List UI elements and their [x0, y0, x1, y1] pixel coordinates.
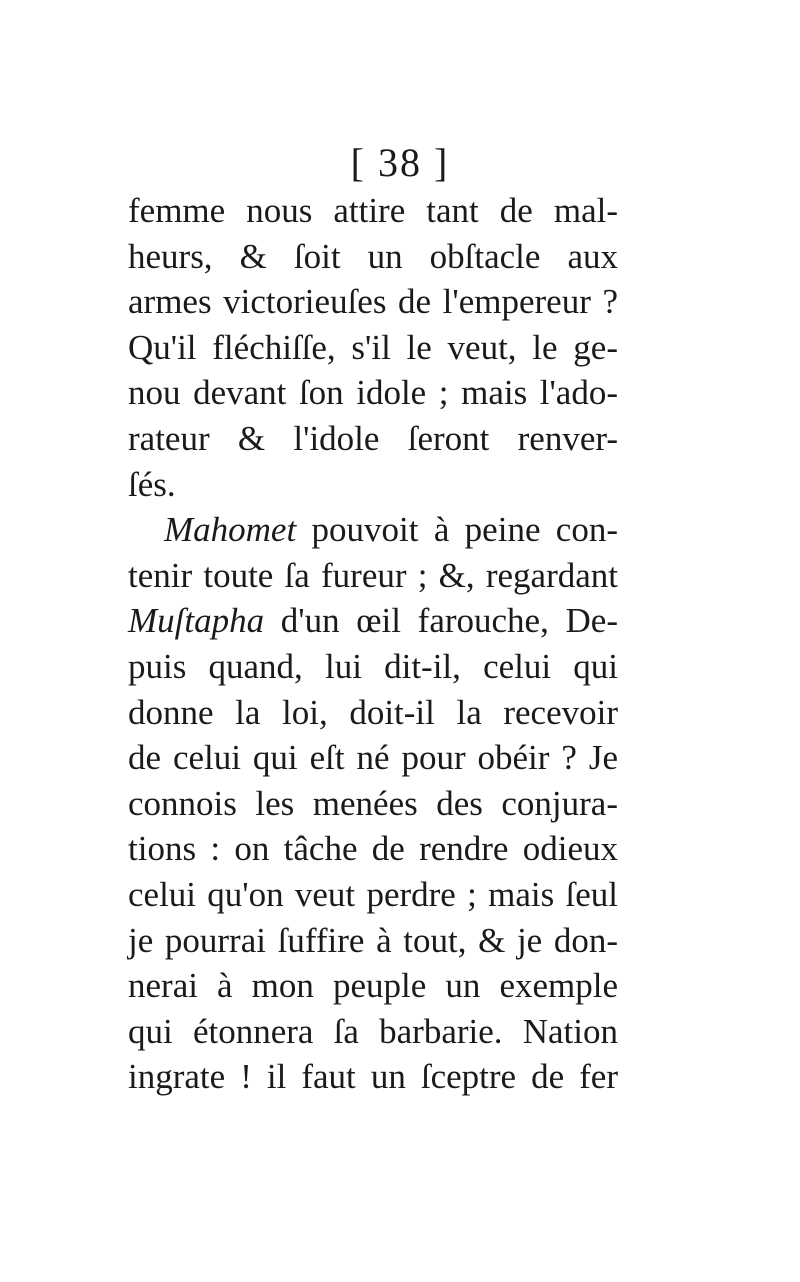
text-line: tions : on tâche de rendre odieux [128, 829, 618, 869]
text-line [128, 598, 618, 644]
text-line [128, 507, 618, 553]
text-line: ingrate ! il faut un ſceptre de fer [128, 1057, 618, 1097]
text-line: ſés. [128, 464, 176, 504]
paragraph [128, 507, 618, 1100]
text-line: celui qu'on veut perdre ; mais ſeul [128, 874, 618, 914]
text-line: heurs, & ſoit un obſtacle aux [128, 236, 618, 276]
text-line: armes victorieuſes de l'empereur ? [128, 282, 618, 322]
page-number: [ 38 ] [350, 140, 450, 185]
text-line: qui étonnera ſa barbarie. Nation [128, 1011, 618, 1051]
line-rest: pouvoit à peine con- [296, 510, 618, 550]
text-line: puis quand, lui dit-il, celui qui [128, 646, 618, 686]
text-line: de celui qui eſt né pour obéir ? Je [128, 738, 618, 778]
text-line: je pourrai ſuffire à tout, & je don- [128, 920, 618, 960]
text-line: connois les menées des conjura- [128, 783, 618, 823]
line-rest: d'un œil farouche, De- [264, 601, 618, 641]
italic-name: Muſtapha [128, 601, 265, 641]
text-line: donne la loi, doit-il la recevoir [128, 692, 618, 732]
text-line: Qu'il fléchiſſe, s'il le veut, le ge- [128, 327, 618, 367]
body-text [128, 188, 618, 1100]
text-line: femme nous attire tant de mal- [128, 191, 618, 230]
text-line: rateur & l'idole ſeront renver- [128, 418, 618, 458]
text-line: nou devant ſon idole ; mais l'ado- [128, 373, 618, 413]
italic-name: Mahomet [164, 510, 297, 550]
paragraph [128, 188, 618, 507]
text-line: nerai à mon peuple un exemple [128, 966, 618, 1006]
text-line: tenir toute ſa fureur ; &, regardant [128, 555, 618, 595]
